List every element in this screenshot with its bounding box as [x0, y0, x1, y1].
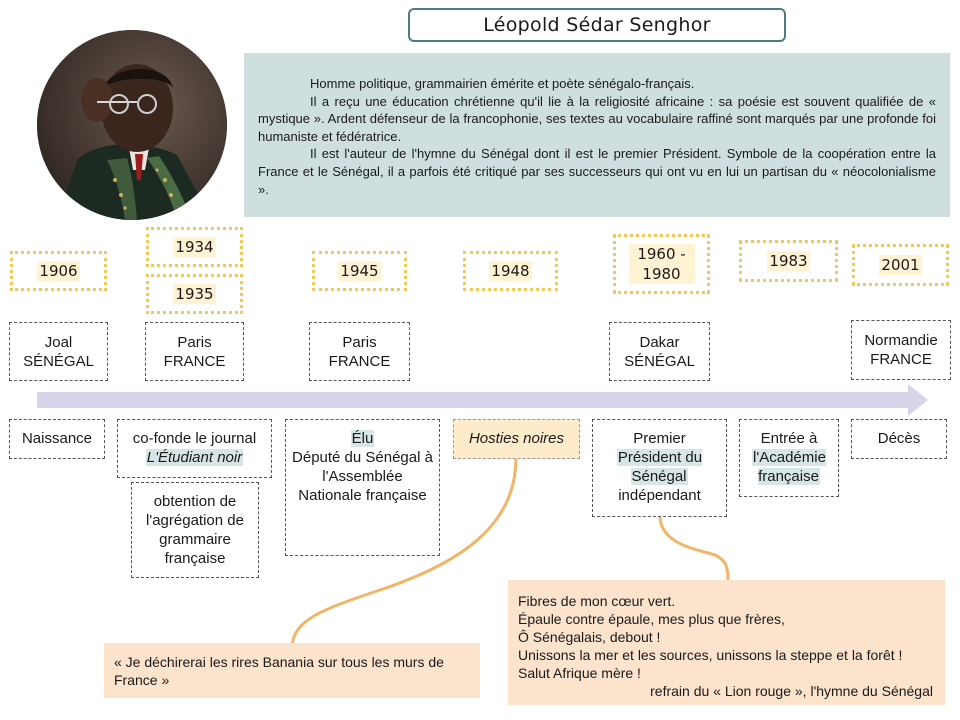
- event-hosties-noires: Hosties noires: [453, 419, 580, 459]
- date-1935: 1935: [146, 274, 243, 314]
- event-journal: co-fonde le journal L'Étudiant noir: [117, 419, 272, 478]
- timeline-arrow: [0, 381, 960, 421]
- hymne-line: Salut Afrique mère !: [518, 665, 641, 681]
- date-1983: 1983: [739, 240, 838, 282]
- date-1906: 1906: [10, 251, 107, 291]
- bio-paragraph: Homme politique, grammairien émérite et poète sénégalo-français.: [310, 76, 695, 91]
- quote-banania: « Je déchirerai les rires Banania sur tous les murs de France »: [104, 643, 480, 698]
- place-joal: Joal SÉNÉGAL: [9, 322, 108, 381]
- bio-paragraph: Il a reçu une éducation chrétienne qu'il lie à la religiosité africaine : sa poésie est souvent qualifiée de « mystique ». Ardent défenseur de la francophonie, ses textes au vocabulaire raffiné sont marqués par une profonde foi humaniste et fédératrice.: [258, 93, 936, 144]
- event-deces: Décès: [851, 419, 947, 459]
- portrait-photo: [37, 30, 227, 220]
- date-1945: 1945: [312, 251, 407, 291]
- event-naissance: Naissance: [9, 419, 105, 459]
- date-1934: 1934: [146, 227, 243, 267]
- place-dakar: Dakar SÉNÉGAL: [609, 322, 710, 381]
- biography-text: [244, 53, 950, 217]
- hymne-line: Ô Sénégalais, debout !: [518, 629, 661, 645]
- quote-hymne: [508, 580, 945, 705]
- date-2001: 2001: [852, 244, 949, 286]
- place-normandie: Normandie FRANCE: [851, 320, 951, 380]
- date-1948: 1948: [463, 251, 558, 291]
- place-paris-2: Paris FRANCE: [309, 322, 410, 381]
- president-connector: [660, 516, 728, 580]
- event-depute: Élu Député du Sénégal à l'Assemblée Nationale française: [285, 419, 440, 556]
- page-title: Léopold Sédar Senghor: [408, 8, 786, 42]
- place-paris-1: Paris FRANCE: [145, 322, 244, 381]
- portrait-illustration: [37, 30, 227, 220]
- hymne-line: Fibres de mon cœur vert.: [518, 593, 676, 609]
- hymne-caption: refrain du « Lion rouge », l'hymne du Sénégal: [650, 683, 933, 699]
- event-president: Premier Président du Sénégal indépendant: [592, 419, 727, 517]
- date-1960-1980: 1960 - 1980: [613, 234, 710, 294]
- hymne-line: Épaule contre épaule, mes plus que frères,: [518, 611, 785, 627]
- event-academie: Entrée à l'Académie française: [739, 419, 839, 497]
- hymne-line: Unissons la mer et les sources, unissons la steppe et la forêt !: [518, 647, 903, 663]
- event-agregation: obtention de l'agrégation de grammaire française: [131, 482, 259, 578]
- bio-paragraph: Il est l'auteur de l'hymne du Sénégal dont il est le premier Président. Symbole de la coopération entre la France et le Sénégal, il a parfois été critiqué par ses successeurs qui ont vu en lui un partisan du « néocolonialisme ».: [258, 146, 936, 197]
